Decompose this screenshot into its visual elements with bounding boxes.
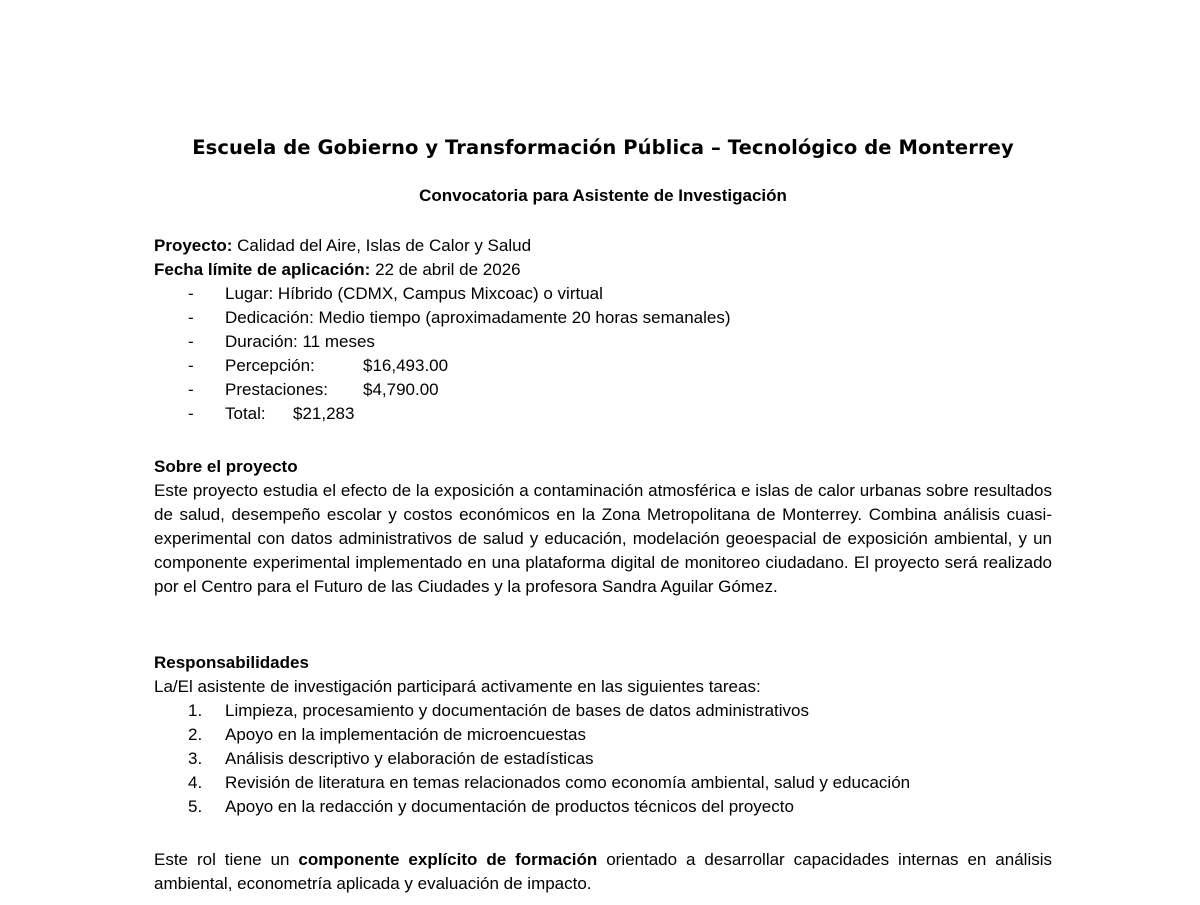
list-item <box>154 795 1052 819</box>
list-item-text: Revisión de literatura en temas relacionados como economía ambiental, salud y educación <box>225 773 911 792</box>
project-line <box>154 234 1052 258</box>
responsibilities-heading: Responsabilidades <box>154 653 309 672</box>
details-list <box>154 282 1052 426</box>
project-label: Proyecto: <box>154 236 233 255</box>
list-number: 5. <box>188 797 203 816</box>
list-number: 3. <box>188 749 203 768</box>
responsibilities-intro: La/El asistente de investigación participará activamente en las siguientes tareas: <box>154 677 761 696</box>
bullet-marker: - <box>188 284 194 303</box>
closing-text-end: orientado a desarrollar capacidades internas en análisis ambiental, econometría aplicada y evaluación de impacto. <box>154 850 1052 893</box>
list-number: 2. <box>188 725 203 744</box>
salary-label: Percepción: <box>225 356 315 375</box>
list-item <box>154 282 1052 306</box>
list-item <box>154 306 1052 330</box>
total-label: Total: <box>225 404 266 423</box>
bullet-marker: - <box>188 308 194 327</box>
deadline-value: 22 de abril de 2026 <box>370 260 521 279</box>
deadline-line <box>154 258 1052 282</box>
closing-paragraph <box>154 848 1052 896</box>
list-item-text: Dedicación: Medio tiempo (aproximadamente 20 horas semanales) <box>225 308 731 327</box>
list-item-text: Duración: 11 meses <box>225 332 375 351</box>
about-heading: Sobre el proyecto <box>154 457 298 476</box>
bullet-marker: - <box>188 332 194 351</box>
list-item <box>154 402 1052 426</box>
closing-emphasis: componente explícito de formación <box>298 850 598 869</box>
list-item-text: Limpieza, procesamiento y documentación de bases de datos administrativos <box>225 701 809 720</box>
list-item-text <box>225 402 355 426</box>
deadline-label: Fecha límite de aplicación: <box>154 260 371 279</box>
page-title: Escuela de Gobierno y Transformación Pública – Tecnológico de Monterrey <box>192 136 1014 159</box>
list-number: 4. <box>188 773 203 792</box>
list-item <box>154 723 1052 747</box>
project-value: Calidad del Aire, Islas de Calor y Salud <box>232 236 532 255</box>
closing-text-start: Este rol tiene un <box>154 850 299 869</box>
list-number: 1. <box>188 701 203 720</box>
benefits-label: Prestaciones: <box>225 380 328 399</box>
about-section <box>154 455 1052 599</box>
bullet-marker: - <box>188 404 194 423</box>
list-item <box>154 747 1052 771</box>
list-item <box>154 330 1052 354</box>
responsibilities-list <box>154 699 1052 819</box>
page-subtitle: Convocatoria para Asistente de Investigación <box>419 186 787 205</box>
bullet-marker: - <box>188 356 194 375</box>
total-amount: $21,283 <box>293 404 355 423</box>
about-paragraph: Este proyecto estudia el efecto de la exposición a contaminación atmosférica e islas de calor urbanas sobre resultados de salud, desempeño escolar y costos económicos en la Zona Metropolitana de Monterrey. Combina análisis cuasi-experimental con datos administrativos de salud y educación, modelación geoespacial de exposición ambiental, y un componente experimental implementado en una plataforma digital de monitoreo ciudadano. El proyecto será realizado por el Centro para el Futuro de las Ciudades y la profesora Sandra Aguilar Gómez. <box>154 481 1052 596</box>
summary-section <box>154 234 1052 426</box>
responsibilities-section <box>154 651 1052 819</box>
list-item-text: Análisis descriptivo y elaboración de estadísticas <box>225 749 594 768</box>
list-item <box>154 378 1052 402</box>
benefits-amount: $4,790.00 <box>363 380 439 399</box>
list-item <box>154 771 1052 795</box>
list-item <box>154 354 1052 378</box>
salary-amount: $16,493.00 <box>363 356 449 375</box>
bullet-marker: - <box>188 380 194 399</box>
list-item-text: Apoyo en la redacción y documentación de productos técnicos del proyecto <box>225 797 794 816</box>
list-item-text: Apoyo en la implementación de microencuestas <box>225 725 586 744</box>
list-item-text: Lugar: Híbrido (CDMX, Campus Mixcoac) o virtual <box>225 284 603 303</box>
list-item-text <box>225 378 439 402</box>
list-item-text <box>225 354 449 378</box>
list-item <box>154 699 1052 723</box>
